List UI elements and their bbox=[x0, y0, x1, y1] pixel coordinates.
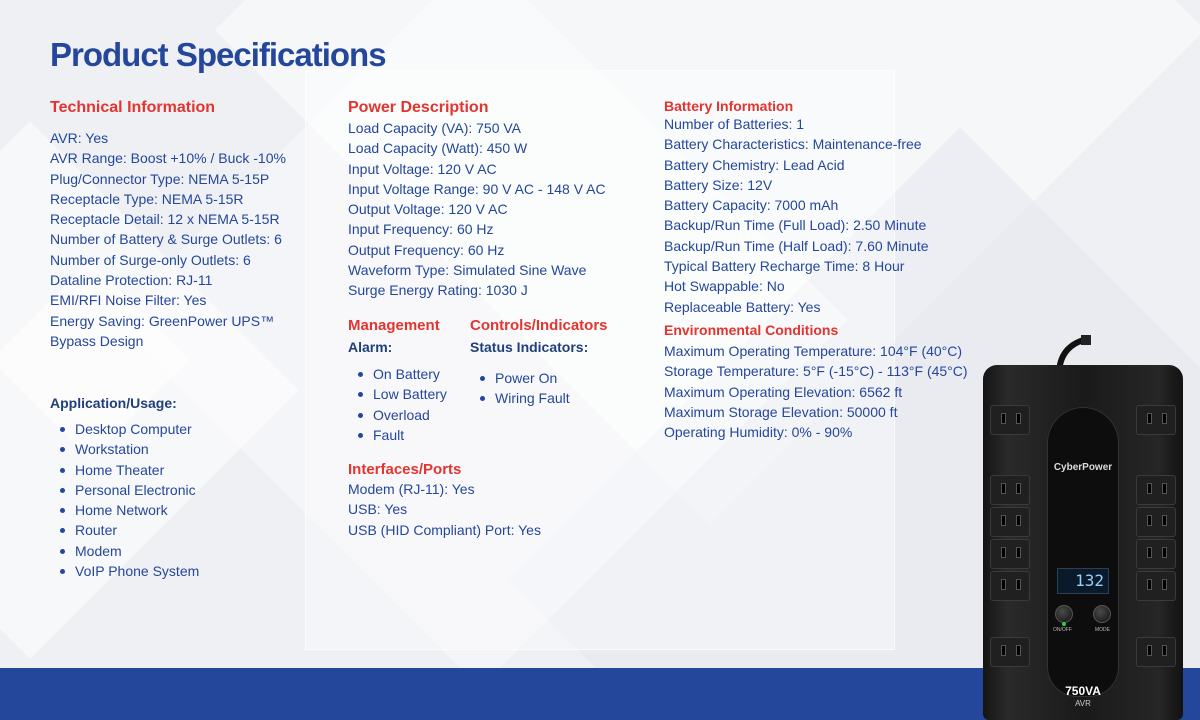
outlet-icon bbox=[990, 637, 1030, 667]
spec-line: Input Voltage Range: 90 V AC - 148 V AC bbox=[348, 180, 606, 197]
mode-button-label: MODE bbox=[1095, 627, 1110, 633]
spec-line: Output Frequency: 60 Hz bbox=[348, 241, 505, 258]
spec-line: Dataline Protection: RJ-11 bbox=[50, 272, 213, 289]
spec-line: Battery Capacity: 7000 mAh bbox=[664, 197, 839, 214]
outlet-icon bbox=[1136, 637, 1176, 667]
spec-line: Load Capacity (Watt): 450 W bbox=[348, 140, 528, 157]
spec-line: Operating Humidity: 0% - 90% bbox=[664, 424, 853, 441]
lcd-display bbox=[1057, 568, 1109, 594]
list-item: Fault bbox=[348, 425, 468, 445]
outlet-icon bbox=[1136, 405, 1176, 435]
spec-line: Load Capacity (VA): 750 VA bbox=[348, 120, 522, 136]
spec-line: Energy Saving: GreenPower UPS™ Bypass Design bbox=[50, 312, 275, 349]
mode-button-icon bbox=[1093, 605, 1111, 623]
environmental-section bbox=[664, 322, 984, 442]
alarm-list bbox=[348, 364, 468, 445]
list-item: Workstation bbox=[50, 439, 310, 459]
ups-front-panel bbox=[1047, 407, 1119, 697]
spec-line: Number of Battery & Surge Outlets: 6 bbox=[50, 231, 282, 248]
power-button-label: ON/OFF bbox=[1053, 627, 1072, 633]
power-section bbox=[348, 99, 648, 301]
list-item: Low Battery bbox=[348, 384, 468, 404]
interfaces-heading: Interfaces/Ports bbox=[348, 461, 462, 478]
spec-line: Backup/Run Time (Full Load): 2.50 Minute bbox=[664, 217, 927, 234]
model-sub-label: AVR bbox=[1075, 699, 1091, 708]
power-list bbox=[348, 118, 648, 301]
outlet-icon bbox=[990, 571, 1030, 601]
outlet-icon bbox=[1136, 571, 1176, 601]
environmental-list bbox=[664, 341, 984, 442]
technical-heading: Technical Information bbox=[50, 99, 216, 116]
list-item: Router bbox=[50, 520, 310, 540]
battery-list bbox=[664, 114, 974, 317]
application-list bbox=[50, 419, 310, 581]
list-item: Power On bbox=[470, 368, 630, 388]
spec-line: Input Voltage: 120 V AC bbox=[348, 160, 497, 177]
list-item: Overload bbox=[348, 405, 468, 425]
list-item: VoIP Phone System bbox=[50, 561, 310, 581]
list-item: Personal Electronic bbox=[50, 480, 310, 500]
power-heading: Power Description bbox=[348, 99, 489, 116]
spec-line: Receptacle Type: NEMA 5-15R bbox=[50, 190, 244, 207]
spec-line: Number of Surge-only Outlets: 6 bbox=[50, 251, 251, 268]
spec-line: Maximum Storage Elevation: 50000 ft bbox=[664, 403, 898, 420]
application-heading: Application/Usage: bbox=[50, 395, 177, 411]
spec-line: Waveform Type: Simulated Sine Wave bbox=[348, 262, 587, 279]
spec-line: Battery Size: 12V bbox=[664, 176, 773, 193]
spec-line: EMI/RFI Noise Filter: Yes bbox=[50, 292, 207, 309]
spec-line: Hot Swappable: No bbox=[664, 278, 785, 295]
list-item: Wiring Fault bbox=[470, 388, 630, 408]
outlet-icon bbox=[1136, 507, 1176, 537]
management-section bbox=[348, 317, 468, 445]
status-subheading: Status Indicators: bbox=[470, 339, 589, 355]
technical-section bbox=[50, 99, 330, 351]
spec-line: Backup/Run Time (Half Load): 7.60 Minute bbox=[664, 237, 929, 254]
application-section bbox=[50, 395, 310, 581]
power-button-icon bbox=[1055, 605, 1073, 623]
spec-line: Typical Battery Recharge Time: 8 Hour bbox=[664, 258, 905, 275]
ups-product-image bbox=[983, 335, 1183, 720]
outlet-icon bbox=[1136, 539, 1176, 569]
alarm-subheading: Alarm: bbox=[348, 339, 393, 355]
controls-heading: Controls/Indicators bbox=[470, 317, 608, 334]
power-led-icon bbox=[1062, 622, 1066, 626]
status-list bbox=[470, 368, 630, 409]
list-item: Desktop Computer bbox=[50, 419, 310, 439]
outlet-icon bbox=[990, 405, 1030, 435]
outlet-icon bbox=[990, 507, 1030, 537]
ups-body bbox=[983, 365, 1183, 720]
spec-line: Receptacle Detail: 12 x NEMA 5-15R bbox=[50, 211, 280, 228]
interfaces-section bbox=[348, 461, 608, 540]
spec-line: USB (HID Compliant) Port: Yes bbox=[348, 521, 541, 538]
controls-section bbox=[470, 317, 630, 409]
spec-line: Battery Chemistry: Lead Acid bbox=[664, 156, 845, 173]
spec-line: Maximum Operating Temperature: 104°F (40°C) bbox=[664, 343, 963, 359]
brand-logo: CyberPower bbox=[1053, 462, 1113, 473]
spec-line: Maximum Operating Elevation: 6562 ft bbox=[664, 383, 903, 400]
interfaces-list bbox=[348, 479, 608, 540]
spec-line: Surge Energy Rating: 1030 J bbox=[348, 282, 528, 299]
page-title: Product Specifications bbox=[50, 36, 386, 73]
list-item: Modem bbox=[50, 541, 310, 561]
spec-line: Number of Batteries: 1 bbox=[664, 116, 805, 132]
list-item: On Battery bbox=[348, 364, 468, 384]
outlet-icon bbox=[1136, 475, 1176, 505]
spec-line: Modem (RJ-11): Yes bbox=[348, 481, 475, 497]
spec-line: Replaceable Battery: Yes bbox=[664, 298, 821, 315]
spec-line: Storage Temperature: 5°F (-15°C) - 113°F (45°C) bbox=[664, 363, 968, 380]
spec-line: AVR: Yes bbox=[50, 130, 109, 146]
spec-line: AVR Range: Boost +10% / Buck -10% bbox=[50, 150, 286, 167]
spec-line: USB: Yes bbox=[348, 501, 408, 518]
list-item: Home Network bbox=[50, 500, 310, 520]
outlet-icon bbox=[990, 539, 1030, 569]
model-label: 750VA bbox=[1065, 684, 1101, 698]
management-heading: Management bbox=[348, 317, 440, 334]
spec-line: Plug/Connector Type: NEMA 5-15P bbox=[50, 170, 270, 187]
environmental-heading: Environmental Conditions bbox=[664, 322, 839, 338]
spec-line: Output Voltage: 120 V AC bbox=[348, 201, 508, 218]
spec-line: Battery Characteristics: Maintenance-free bbox=[664, 136, 922, 153]
battery-heading: Battery Information bbox=[664, 98, 794, 114]
outlet-icon bbox=[990, 475, 1030, 505]
technical-list bbox=[50, 128, 330, 351]
lcd-value: 132 bbox=[1075, 571, 1104, 590]
spec-line: Input Frequency: 60 Hz bbox=[348, 221, 494, 238]
battery-section bbox=[664, 98, 974, 317]
list-item: Home Theater bbox=[50, 460, 310, 480]
